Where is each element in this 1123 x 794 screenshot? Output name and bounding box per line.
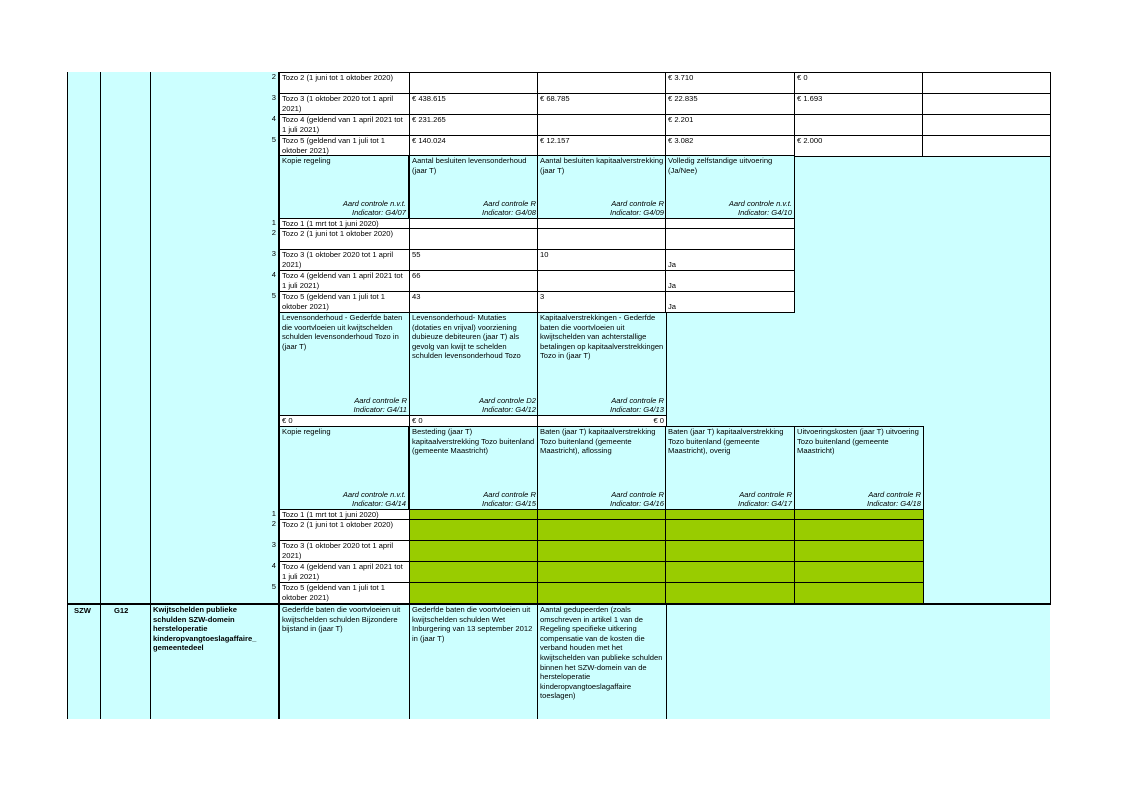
filled-cell — [537, 540, 667, 562]
column-header — [537, 155, 667, 219]
filled-cell — [409, 561, 539, 583]
header-text: Volledig zelfstandige uitvoering (Ja/Nee) — [668, 156, 773, 175]
header-text: Besteding (jaar T) kapitaalverstrekking Tozo buitenland (gemeente Maastricht) — [412, 427, 535, 456]
regulation-title: Kwijtschelden publieke schulden SZW-domein hersteloperatie kinderopvangtoeslagaffaire_ gemeentedeel — [153, 605, 257, 653]
header-text: Aantal besluiten levensonderhoud (jaar T) — [412, 156, 527, 175]
value-cell: € 2.000 — [794, 135, 924, 157]
row-number: 5 — [271, 135, 276, 144]
row-number: 4 — [271, 561, 276, 570]
filled-cell — [794, 561, 924, 583]
row-number: 3 — [271, 93, 276, 102]
value-cell: € 12.157 — [537, 135, 667, 157]
row-label: Tozo 1 (1 mrt tot 1 juni 2020) — [279, 218, 410, 230]
indicator-label: Indicator: G4/07 — [351, 208, 406, 218]
header-text: Baten (jaar T) kapitaalverstrekking Tozo buitenland (gemeente Maastricht), aflossing — [540, 427, 656, 456]
row-label: Tozo 4 (geldend van 1 april 2021 tot 1 juli 2021) — [279, 270, 410, 292]
row-number: 4 — [271, 114, 276, 123]
empty-cell — [922, 93, 1051, 115]
row-number: 1 — [271, 218, 276, 227]
value-cell: 55 — [409, 249, 539, 271]
header-text: Baten (jaar T) kapitaalverstrekking Tozo buitenland (gemeente Maastricht), overig — [668, 427, 784, 456]
column-header — [537, 312, 667, 416]
header-text: Aantal besluiten kapitaalverstrekking (jaar T) — [540, 156, 664, 175]
indicator-label: Indicator: G4/10 — [737, 208, 792, 218]
aard-label: Aard controle R — [611, 198, 664, 208]
filled-cell — [794, 540, 924, 562]
row-number: 4 — [271, 270, 276, 279]
value-cell — [537, 72, 667, 94]
value-cell: € 0 — [409, 415, 539, 427]
row-number: 2 — [271, 519, 276, 528]
aard-label: Aard controle n.v.t. — [342, 198, 406, 208]
value-cell: € 0 — [537, 415, 667, 427]
row-label: Tozo 4 (geldend van 1 april 2021 tot 1 juli 2021) — [279, 561, 410, 583]
column-header: Gederfde baten die voortvloeien uit kwijtschelden schulden Wet Inburgering van 13 september 2012 in (jaar T) — [409, 604, 539, 719]
value-cell — [409, 228, 539, 250]
column-header — [665, 426, 795, 510]
row-label: Tozo 1 (1 mrt tot 1 juni 2020) — [279, 509, 410, 521]
aard-label: Aard controle n.v.t. — [728, 198, 792, 208]
value-cell: 66 — [409, 270, 539, 292]
column-header — [279, 312, 410, 416]
column-header — [409, 155, 539, 219]
aard-label: Aard controle R — [611, 489, 664, 499]
filled-cell — [665, 561, 795, 583]
value-cell: € 22.835 — [665, 93, 795, 115]
value-cell: 10 — [537, 249, 667, 271]
column-header — [537, 426, 667, 510]
value-cell: Ja — [665, 270, 795, 292]
value-cell — [794, 114, 924, 136]
row-label: Tozo 4 (geldend van 1 april 2021 tot 1 juli 2021) — [279, 114, 410, 136]
filled-cell — [409, 540, 539, 562]
empty-cell — [922, 114, 1051, 136]
value-cell: 43 — [409, 291, 539, 313]
indicator-label: Indicator: G4/08 — [481, 208, 536, 218]
aard-label: Aard controle D2 — [479, 395, 536, 405]
header-text: Uitvoeringskosten (jaar T) uitvoering Tozo buitenland (gemeente Maastricht) — [797, 427, 919, 456]
indicator-label: Indicator: G4/18 — [866, 499, 921, 509]
row-number: 2 — [271, 72, 276, 81]
col-line — [67, 72, 68, 719]
value-cell: € 0 — [279, 415, 410, 427]
column-header — [409, 312, 539, 416]
filled-cell — [409, 519, 539, 541]
filled-cell — [537, 519, 667, 541]
column-header — [665, 155, 795, 219]
row-label: Tozo 2 (1 juni tot 1 oktober 2020) — [279, 72, 410, 94]
column-header: Gederfde baten die voortvloeien uit kwijtschelden schulden Bijzondere bijstand in (jaar T) — [279, 604, 410, 719]
aard-label: Aard controle R — [483, 198, 536, 208]
value-cell: € 1.693 — [794, 93, 924, 115]
filled-cell — [665, 519, 795, 541]
col-line — [100, 72, 101, 719]
value-cell: € 2.201 — [665, 114, 795, 136]
filled-cell — [794, 519, 924, 541]
aard-label: Aard controle R — [354, 395, 407, 405]
aard-label: Aard controle R — [868, 489, 921, 499]
aard-label: Aard controle R — [611, 395, 664, 405]
column-header: Aantal gedupeerden (zoals omschreven in artikel 1 van de Regeling specifieke uitkering compensatie van de kosten die verband houden met het kwijtschelden van publieke schulden binnen het SZW-domein van de hersteloperatie kinderopvangtoeslagaffaire toeslagen) — [537, 604, 667, 719]
row-label: Tozo 3 (1 oktober 2020 tot 1 april 2021) — [279, 540, 410, 562]
indicator-label: Indicator: G4/12 — [481, 405, 536, 415]
empty-cell — [922, 72, 1051, 94]
row-number: 3 — [271, 249, 276, 258]
value-cell: 3 — [537, 291, 667, 313]
row-label: Tozo 5 (geldend van 1 juli tot 1 oktober 2021) — [279, 582, 410, 604]
filled-cell — [794, 582, 924, 604]
column-header — [409, 426, 539, 510]
row-label: Tozo 2 (1 juni tot 1 oktober 2020) — [279, 519, 410, 541]
indicator-label: Indicator: G4/11 — [353, 405, 407, 415]
header-text: Levensonderhoud - Gederfde baten die voortvloeien uit kwijtschelden schulden levensonderhoud Tozo in (jaar T) — [282, 313, 403, 351]
section-b-label-header: Kopie regeling Aard controle n.v.t. Indicator: G4/07 — [279, 155, 409, 219]
aard-label: Aard controle n.v.t. — [342, 489, 406, 499]
value-cell — [537, 114, 667, 136]
regulation-code: G12 — [114, 606, 129, 615]
column-header — [794, 426, 924, 510]
filled-cell — [409, 582, 539, 604]
indicator-label: Indicator: G4/17 — [737, 499, 792, 509]
indicator-label: Indicator: G4/13 — [609, 405, 664, 415]
section-d-label-header: Kopie regeling Aard controle n.v.t. Indicator: G4/14 — [279, 426, 409, 510]
empty-cell — [922, 135, 1051, 157]
row-label: Tozo 3 (1 oktober 2020 tot 1 april 2021) — [279, 249, 410, 271]
indicator-label: Indicator: G4/16 — [609, 499, 664, 509]
row-label: Tozo 2 (1 juni tot 1 oktober 2020) — [279, 228, 410, 250]
value-cell: € 3.082 — [665, 135, 795, 157]
value-cell: Ja — [665, 291, 795, 313]
filled-cell — [665, 540, 795, 562]
dept-code: SZW — [74, 606, 91, 615]
row-number: 5 — [271, 291, 276, 300]
aard-label: Aard controle R — [483, 489, 536, 499]
value-cell — [537, 228, 667, 250]
header-text: Kapitaalverstrekkingen - Gederfde baten die voortvloeien uit kwijtschelden van achterstallige betalingen op kapitaalverstrekkingen Tozo in (jaar T) — [540, 313, 664, 361]
row-label: Tozo 3 (1 oktober 2020 tot 1 april 2021) — [279, 93, 410, 115]
row-number: 3 — [271, 540, 276, 549]
row-label: Tozo 5 (geldend van 1 juli tot 1 oktober 2021) — [279, 291, 410, 313]
filled-cell — [537, 561, 667, 583]
filled-cell — [537, 582, 667, 604]
value-cell: € 438.615 — [409, 93, 539, 115]
value-cell: € 0 — [794, 72, 924, 94]
indicator-label: Indicator: G4/15 — [481, 499, 536, 509]
header-text: Levensonderhoud- Mutaties (dotaties en vrijval) voorziening dubieuze debiteuren (jaar T) als gevolg van kwijt te schelden schulden levensonderhoud Tozo — [412, 313, 521, 361]
indicator-label: Indicator: G4/09 — [609, 208, 664, 218]
aard-label: Aard controle R — [739, 489, 792, 499]
value-cell: € 140.024 — [409, 135, 539, 157]
row-number: 1 — [271, 509, 276, 518]
row-number: 5 — [271, 582, 276, 591]
filled-cell — [665, 582, 795, 604]
value-cell: Ja — [665, 249, 795, 271]
row-number: 2 — [271, 228, 276, 237]
value-cell: € 231.265 — [409, 114, 539, 136]
value-cell: € 3.710 — [665, 72, 795, 94]
value-cell — [409, 72, 539, 94]
row-label: Tozo 5 (geldend van 1 juli tot 1 oktober 2021) — [279, 135, 410, 157]
value-cell — [665, 228, 795, 250]
value-cell — [537, 270, 667, 292]
indicator-label: Indicator: G4/14 — [351, 499, 406, 509]
value-cell: € 68.785 — [537, 93, 667, 115]
